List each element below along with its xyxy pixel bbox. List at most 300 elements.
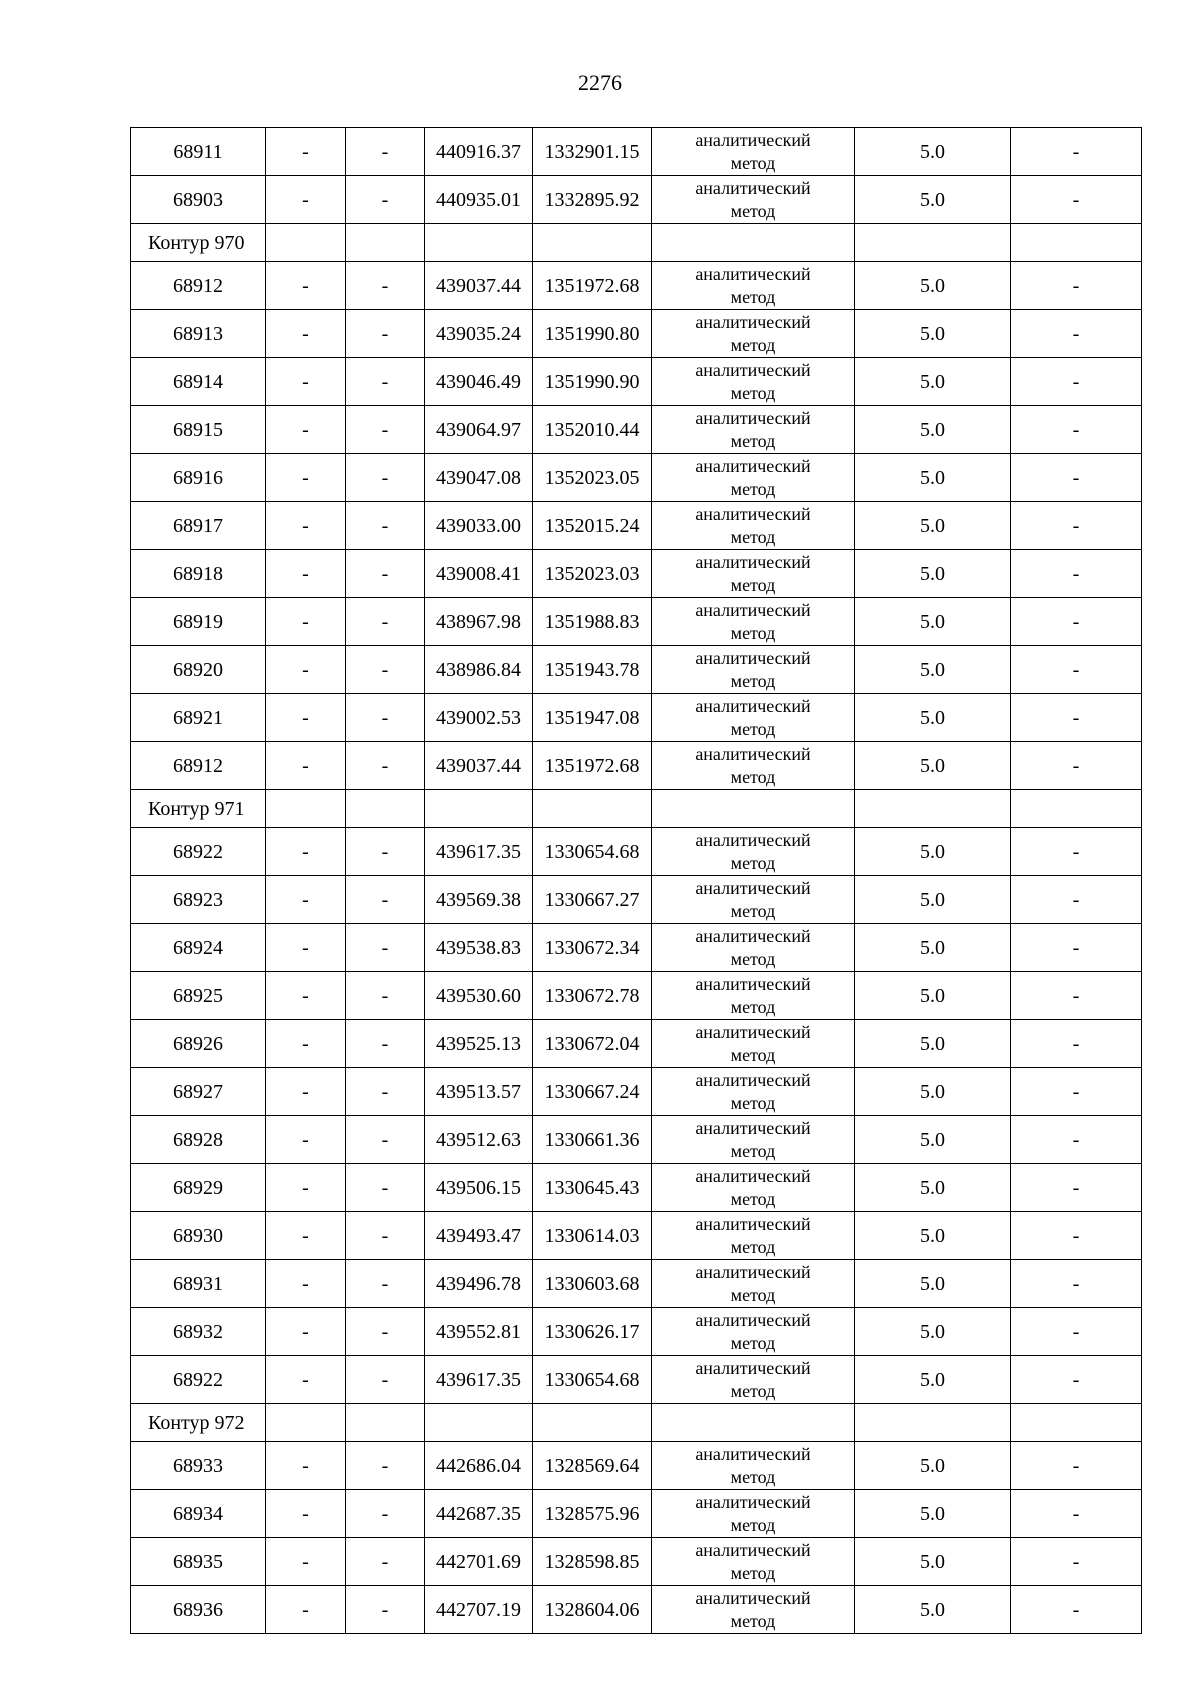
accuracy-cell: 5.0 bbox=[855, 1020, 1011, 1068]
accuracy-cell: 5.0 bbox=[855, 176, 1011, 224]
method-cell bbox=[652, 358, 855, 406]
point-number-cell: 68912 bbox=[131, 742, 266, 790]
table-row bbox=[131, 176, 1142, 224]
table-row bbox=[131, 262, 1142, 310]
empty-cell-col2 bbox=[266, 224, 346, 262]
table-row bbox=[131, 828, 1142, 876]
table-row bbox=[131, 876, 1142, 924]
y-coordinate-cell: 1328598.85 bbox=[533, 1538, 652, 1586]
table-row bbox=[131, 1538, 1142, 1586]
point-number-cell: 68927 bbox=[131, 1068, 266, 1116]
contour-header-row bbox=[131, 1404, 1142, 1442]
col2-cell: - bbox=[266, 358, 346, 406]
accuracy-cell: 5.0 bbox=[855, 1538, 1011, 1586]
accuracy-cell: 5.0 bbox=[855, 1308, 1011, 1356]
empty-cell-col3 bbox=[346, 224, 425, 262]
x-coordinate-cell: 439002.53 bbox=[425, 694, 533, 742]
method-cell bbox=[652, 310, 855, 358]
y-coordinate-cell: 1352010.44 bbox=[533, 406, 652, 454]
col8-cell: - bbox=[1011, 1442, 1142, 1490]
method-cell bbox=[652, 1164, 855, 1212]
method-line-2: метод bbox=[730, 1284, 776, 1305]
col8-cell: - bbox=[1011, 924, 1142, 972]
table-row bbox=[131, 502, 1142, 550]
empty-cell-x bbox=[425, 790, 533, 828]
point-number-cell: 68921 bbox=[131, 694, 266, 742]
coordinates-table bbox=[130, 127, 1142, 1634]
col2-cell: - bbox=[266, 972, 346, 1020]
col3-cell: - bbox=[346, 694, 425, 742]
col8-cell: - bbox=[1011, 598, 1142, 646]
accuracy-cell: 5.0 bbox=[855, 1356, 1011, 1404]
method-line-1: аналитический bbox=[695, 263, 811, 284]
col8-cell: - bbox=[1011, 828, 1142, 876]
accuracy-cell: 5.0 bbox=[855, 646, 1011, 694]
point-number-cell: 68923 bbox=[131, 876, 266, 924]
x-coordinate-cell: 439512.63 bbox=[425, 1116, 533, 1164]
method-cell bbox=[652, 972, 855, 1020]
x-coordinate-cell: 439525.13 bbox=[425, 1020, 533, 1068]
accuracy-cell: 5.0 bbox=[855, 1260, 1011, 1308]
accuracy-cell: 5.0 bbox=[855, 1164, 1011, 1212]
y-coordinate-cell: 1330672.34 bbox=[533, 924, 652, 972]
col2-cell: - bbox=[266, 176, 346, 224]
y-coordinate-cell: 1330661.36 bbox=[533, 1116, 652, 1164]
method-line-2: метод bbox=[730, 1092, 776, 1113]
accuracy-cell: 5.0 bbox=[855, 406, 1011, 454]
point-number-cell: 68913 bbox=[131, 310, 266, 358]
table-row bbox=[131, 598, 1142, 646]
col8-cell: - bbox=[1011, 1538, 1142, 1586]
method-line-2: метод bbox=[730, 718, 776, 739]
x-coordinate-cell: 439046.49 bbox=[425, 358, 533, 406]
col2-cell: - bbox=[266, 128, 346, 176]
accuracy-cell: 5.0 bbox=[855, 876, 1011, 924]
col8-cell: - bbox=[1011, 1308, 1142, 1356]
empty-cell-accuracy bbox=[855, 790, 1011, 828]
method-cell bbox=[652, 262, 855, 310]
method-line-2: метод bbox=[730, 1188, 776, 1209]
accuracy-cell: 5.0 bbox=[855, 358, 1011, 406]
method-line-1: аналитический bbox=[695, 1069, 811, 1090]
accuracy-cell: 5.0 bbox=[855, 262, 1011, 310]
method-cell bbox=[652, 1020, 855, 1068]
x-coordinate-cell: 438986.84 bbox=[425, 646, 533, 694]
col2-cell: - bbox=[266, 1116, 346, 1164]
col2-cell: - bbox=[266, 1586, 346, 1634]
y-coordinate-cell: 1352015.24 bbox=[533, 502, 652, 550]
method-line-2: метод bbox=[730, 1044, 776, 1065]
table-row bbox=[131, 1020, 1142, 1068]
x-coordinate-cell: 439552.81 bbox=[425, 1308, 533, 1356]
accuracy-cell: 5.0 bbox=[855, 1116, 1011, 1164]
col8-cell: - bbox=[1011, 406, 1142, 454]
point-number-cell: 68931 bbox=[131, 1260, 266, 1308]
empty-cell-col3 bbox=[346, 1404, 425, 1442]
col3-cell: - bbox=[346, 1020, 425, 1068]
accuracy-cell: 5.0 bbox=[855, 972, 1011, 1020]
method-line-1: аналитический bbox=[695, 1165, 811, 1186]
empty-cell-method bbox=[652, 224, 855, 262]
col8-cell: - bbox=[1011, 310, 1142, 358]
col3-cell: - bbox=[346, 1260, 425, 1308]
table-body bbox=[131, 128, 1142, 1634]
col8-cell: - bbox=[1011, 1212, 1142, 1260]
col8-cell: - bbox=[1011, 1020, 1142, 1068]
y-coordinate-cell: 1332901.15 bbox=[533, 128, 652, 176]
col3-cell: - bbox=[346, 1212, 425, 1260]
method-line-1: аналитический bbox=[695, 1539, 811, 1560]
table-row bbox=[131, 358, 1142, 406]
y-coordinate-cell: 1351990.80 bbox=[533, 310, 652, 358]
method-cell bbox=[652, 1356, 855, 1404]
method-line-2: метод bbox=[730, 900, 776, 921]
col8-cell: - bbox=[1011, 454, 1142, 502]
method-line-1: аналитический bbox=[695, 695, 811, 716]
point-number-cell: 68917 bbox=[131, 502, 266, 550]
y-coordinate-cell: 1328569.64 bbox=[533, 1442, 652, 1490]
x-coordinate-cell: 439037.44 bbox=[425, 742, 533, 790]
col2-cell: - bbox=[266, 454, 346, 502]
method-line-1: аналитический bbox=[695, 311, 811, 332]
col3-cell: - bbox=[346, 828, 425, 876]
col8-cell: - bbox=[1011, 646, 1142, 694]
table-row bbox=[131, 310, 1142, 358]
method-line-2: метод bbox=[730, 622, 776, 643]
y-coordinate-cell: 1351943.78 bbox=[533, 646, 652, 694]
page-number: 2276 bbox=[578, 70, 622, 95]
method-cell bbox=[652, 1586, 855, 1634]
method-cell bbox=[652, 1490, 855, 1538]
x-coordinate-cell: 439047.08 bbox=[425, 454, 533, 502]
col3-cell: - bbox=[346, 1538, 425, 1586]
col2-cell: - bbox=[266, 742, 346, 790]
x-coordinate-cell: 442687.35 bbox=[425, 1490, 533, 1538]
x-coordinate-cell: 439569.38 bbox=[425, 876, 533, 924]
col8-cell: - bbox=[1011, 972, 1142, 1020]
col8-cell: - bbox=[1011, 502, 1142, 550]
x-coordinate-cell: 442701.69 bbox=[425, 1538, 533, 1586]
col2-cell: - bbox=[266, 1490, 346, 1538]
accuracy-cell: 5.0 bbox=[855, 550, 1011, 598]
table-row bbox=[131, 742, 1142, 790]
y-coordinate-cell: 1352023.03 bbox=[533, 550, 652, 598]
col3-cell: - bbox=[346, 1490, 425, 1538]
method-line-1: аналитический bbox=[695, 129, 811, 150]
col2-cell: - bbox=[266, 924, 346, 972]
y-coordinate-cell: 1330672.78 bbox=[533, 972, 652, 1020]
method-cell bbox=[652, 550, 855, 598]
y-coordinate-cell: 1330614.03 bbox=[533, 1212, 652, 1260]
method-line-2: метод bbox=[730, 1332, 776, 1353]
y-coordinate-cell: 1328604.06 bbox=[533, 1586, 652, 1634]
empty-cell-method bbox=[652, 790, 855, 828]
point-number-cell: 68918 bbox=[131, 550, 266, 598]
y-coordinate-cell: 1330667.27 bbox=[533, 876, 652, 924]
x-coordinate-cell: 439033.00 bbox=[425, 502, 533, 550]
col8-cell: - bbox=[1011, 876, 1142, 924]
x-coordinate-cell: 439008.41 bbox=[425, 550, 533, 598]
col2-cell: - bbox=[266, 262, 346, 310]
accuracy-cell: 5.0 bbox=[855, 1490, 1011, 1538]
table-row bbox=[131, 972, 1142, 1020]
accuracy-cell: 5.0 bbox=[855, 310, 1011, 358]
col2-cell: - bbox=[266, 1260, 346, 1308]
method-line-1: аналитический bbox=[695, 1021, 811, 1042]
method-line-2: метод bbox=[730, 382, 776, 403]
col3-cell: - bbox=[346, 1356, 425, 1404]
accuracy-cell: 5.0 bbox=[855, 1442, 1011, 1490]
method-line-2: метод bbox=[730, 574, 776, 595]
y-coordinate-cell: 1330603.68 bbox=[533, 1260, 652, 1308]
point-number-cell: 68926 bbox=[131, 1020, 266, 1068]
accuracy-cell: 5.0 bbox=[855, 502, 1011, 550]
col8-cell: - bbox=[1011, 262, 1142, 310]
col8-cell: - bbox=[1011, 1116, 1142, 1164]
method-line-2: метод bbox=[730, 430, 776, 451]
method-cell bbox=[652, 1442, 855, 1490]
empty-cell-x bbox=[425, 224, 533, 262]
accuracy-cell: 5.0 bbox=[855, 924, 1011, 972]
y-coordinate-cell: 1351972.68 bbox=[533, 262, 652, 310]
col3-cell: - bbox=[346, 1308, 425, 1356]
col3-cell: - bbox=[346, 454, 425, 502]
method-line-2: метод bbox=[730, 852, 776, 873]
col2-cell: - bbox=[266, 1308, 346, 1356]
col3-cell: - bbox=[346, 924, 425, 972]
method-line-2: метод bbox=[730, 478, 776, 499]
method-line-1: аналитический bbox=[695, 1491, 811, 1512]
table-row bbox=[131, 1116, 1142, 1164]
empty-cell-col2 bbox=[266, 790, 346, 828]
col3-cell: - bbox=[346, 502, 425, 550]
empty-cell-y bbox=[533, 224, 652, 262]
table-row bbox=[131, 646, 1142, 694]
method-cell bbox=[652, 876, 855, 924]
empty-cell-accuracy bbox=[855, 224, 1011, 262]
col2-cell: - bbox=[266, 502, 346, 550]
method-line-1: аналитический bbox=[695, 973, 811, 994]
method-cell bbox=[652, 742, 855, 790]
method-line-2: метод bbox=[730, 1466, 776, 1487]
point-number-cell: 68922 bbox=[131, 1356, 266, 1404]
x-coordinate-cell: 439064.97 bbox=[425, 406, 533, 454]
col2-cell: - bbox=[266, 1212, 346, 1260]
method-line-1: аналитический bbox=[695, 1587, 811, 1608]
method-line-2: метод bbox=[730, 996, 776, 1017]
method-line-2: метод bbox=[730, 334, 776, 355]
x-coordinate-cell: 439538.83 bbox=[425, 924, 533, 972]
col3-cell: - bbox=[346, 646, 425, 694]
method-line-1: аналитический bbox=[695, 829, 811, 850]
method-cell bbox=[652, 646, 855, 694]
method-cell bbox=[652, 176, 855, 224]
accuracy-cell: 5.0 bbox=[855, 128, 1011, 176]
col3-cell: - bbox=[346, 876, 425, 924]
method-cell bbox=[652, 1068, 855, 1116]
accuracy-cell: 5.0 bbox=[855, 598, 1011, 646]
y-coordinate-cell: 1351990.90 bbox=[533, 358, 652, 406]
y-coordinate-cell: 1330672.04 bbox=[533, 1020, 652, 1068]
table-row bbox=[131, 1356, 1142, 1404]
x-coordinate-cell: 439617.35 bbox=[425, 1356, 533, 1404]
method-line-1: аналитический bbox=[695, 877, 811, 898]
y-coordinate-cell: 1351947.08 bbox=[533, 694, 652, 742]
col3-cell: - bbox=[346, 972, 425, 1020]
contour-label: Контур 972 bbox=[131, 1404, 266, 1442]
col2-cell: - bbox=[266, 1068, 346, 1116]
method-line-1: аналитический bbox=[695, 1309, 811, 1330]
point-number-cell: 68915 bbox=[131, 406, 266, 454]
method-cell bbox=[652, 828, 855, 876]
col8-cell: - bbox=[1011, 358, 1142, 406]
method-line-1: аналитический bbox=[695, 1443, 811, 1464]
y-coordinate-cell: 1351972.68 bbox=[533, 742, 652, 790]
contour-header-row bbox=[131, 790, 1142, 828]
col3-cell: - bbox=[346, 742, 425, 790]
method-cell bbox=[652, 1308, 855, 1356]
method-cell bbox=[652, 502, 855, 550]
col8-cell: - bbox=[1011, 1586, 1142, 1634]
method-cell bbox=[652, 1260, 855, 1308]
point-number-cell: 68935 bbox=[131, 1538, 266, 1586]
col8-cell: - bbox=[1011, 694, 1142, 742]
point-number-cell: 68928 bbox=[131, 1116, 266, 1164]
contour-header-row bbox=[131, 224, 1142, 262]
point-number-cell: 68914 bbox=[131, 358, 266, 406]
method-line-1: аналитический bbox=[695, 647, 811, 668]
col2-cell: - bbox=[266, 598, 346, 646]
method-line-1: аналитический bbox=[695, 743, 811, 764]
x-coordinate-cell: 439037.44 bbox=[425, 262, 533, 310]
table-row bbox=[131, 1442, 1142, 1490]
col2-cell: - bbox=[266, 828, 346, 876]
contour-label: Контур 970 bbox=[131, 224, 266, 262]
col8-cell: - bbox=[1011, 742, 1142, 790]
col8-cell: - bbox=[1011, 1260, 1142, 1308]
table-row bbox=[131, 1586, 1142, 1634]
col8-cell: - bbox=[1011, 128, 1142, 176]
table-row bbox=[131, 1164, 1142, 1212]
point-number-cell: 68934 bbox=[131, 1490, 266, 1538]
x-coordinate-cell: 439493.47 bbox=[425, 1212, 533, 1260]
col3-cell: - bbox=[346, 128, 425, 176]
col8-cell: - bbox=[1011, 1164, 1142, 1212]
col8-cell: - bbox=[1011, 1490, 1142, 1538]
method-line-1: аналитический bbox=[695, 177, 811, 198]
x-coordinate-cell: 439496.78 bbox=[425, 1260, 533, 1308]
table-row bbox=[131, 924, 1142, 972]
method-line-2: метод bbox=[730, 1236, 776, 1257]
table-row bbox=[131, 454, 1142, 502]
point-number-cell: 68929 bbox=[131, 1164, 266, 1212]
col3-cell: - bbox=[346, 310, 425, 358]
empty-cell-y bbox=[533, 790, 652, 828]
point-number-cell: 68916 bbox=[131, 454, 266, 502]
point-number-cell: 68924 bbox=[131, 924, 266, 972]
y-coordinate-cell: 1330626.17 bbox=[533, 1308, 652, 1356]
col8-cell: - bbox=[1011, 1068, 1142, 1116]
method-line-1: аналитический bbox=[695, 1213, 811, 1234]
accuracy-cell: 5.0 bbox=[855, 742, 1011, 790]
contour-label: Контур 971 bbox=[131, 790, 266, 828]
method-cell bbox=[652, 1116, 855, 1164]
col3-cell: - bbox=[346, 1116, 425, 1164]
method-cell bbox=[652, 128, 855, 176]
point-number-cell: 68925 bbox=[131, 972, 266, 1020]
empty-cell-col3 bbox=[346, 790, 425, 828]
col2-cell: - bbox=[266, 1020, 346, 1068]
point-number-cell: 68936 bbox=[131, 1586, 266, 1634]
method-line-2: метод bbox=[730, 766, 776, 787]
col3-cell: - bbox=[346, 358, 425, 406]
method-line-2: метод bbox=[730, 948, 776, 969]
col8-cell: - bbox=[1011, 550, 1142, 598]
empty-cell-col2 bbox=[266, 1404, 346, 1442]
method-line-2: метод bbox=[730, 152, 776, 173]
table-row bbox=[131, 406, 1142, 454]
point-number-cell: 68930 bbox=[131, 1212, 266, 1260]
y-coordinate-cell: 1330654.68 bbox=[533, 1356, 652, 1404]
col8-cell: - bbox=[1011, 176, 1142, 224]
x-coordinate-cell: 439513.57 bbox=[425, 1068, 533, 1116]
table-row bbox=[131, 1490, 1142, 1538]
method-cell bbox=[652, 598, 855, 646]
method-line-1: аналитический bbox=[695, 1357, 811, 1378]
point-number-cell: 68911 bbox=[131, 128, 266, 176]
accuracy-cell: 5.0 bbox=[855, 1586, 1011, 1634]
table-row bbox=[131, 694, 1142, 742]
col3-cell: - bbox=[346, 176, 425, 224]
x-coordinate-cell: 439617.35 bbox=[425, 828, 533, 876]
y-coordinate-cell: 1351988.83 bbox=[533, 598, 652, 646]
col2-cell: - bbox=[266, 1356, 346, 1404]
method-line-1: аналитический bbox=[695, 455, 811, 476]
point-number-cell: 68919 bbox=[131, 598, 266, 646]
x-coordinate-cell: 438967.98 bbox=[425, 598, 533, 646]
method-line-2: метод bbox=[730, 200, 776, 221]
point-number-cell: 68903 bbox=[131, 176, 266, 224]
col3-cell: - bbox=[346, 262, 425, 310]
col3-cell: - bbox=[346, 1442, 425, 1490]
point-number-cell: 68922 bbox=[131, 828, 266, 876]
method-line-2: метод bbox=[730, 1140, 776, 1161]
y-coordinate-cell: 1332895.92 bbox=[533, 176, 652, 224]
col2-cell: - bbox=[266, 646, 346, 694]
point-number-cell: 68932 bbox=[131, 1308, 266, 1356]
method-cell bbox=[652, 406, 855, 454]
method-line-2: метод bbox=[730, 526, 776, 547]
col2-cell: - bbox=[266, 876, 346, 924]
col2-cell: - bbox=[266, 550, 346, 598]
method-line-2: метод bbox=[730, 1610, 776, 1631]
col3-cell: - bbox=[346, 1164, 425, 1212]
method-line-1: аналитический bbox=[695, 503, 811, 524]
col2-cell: - bbox=[266, 310, 346, 358]
accuracy-cell: 5.0 bbox=[855, 694, 1011, 742]
x-coordinate-cell: 442707.19 bbox=[425, 1586, 533, 1634]
method-cell bbox=[652, 694, 855, 742]
x-coordinate-cell: 440935.01 bbox=[425, 176, 533, 224]
empty-cell-y bbox=[533, 1404, 652, 1442]
method-cell bbox=[652, 1212, 855, 1260]
table-row bbox=[131, 1308, 1142, 1356]
col3-cell: - bbox=[346, 406, 425, 454]
table-row bbox=[131, 1068, 1142, 1116]
y-coordinate-cell: 1328575.96 bbox=[533, 1490, 652, 1538]
table-row bbox=[131, 550, 1142, 598]
table-row bbox=[131, 1260, 1142, 1308]
